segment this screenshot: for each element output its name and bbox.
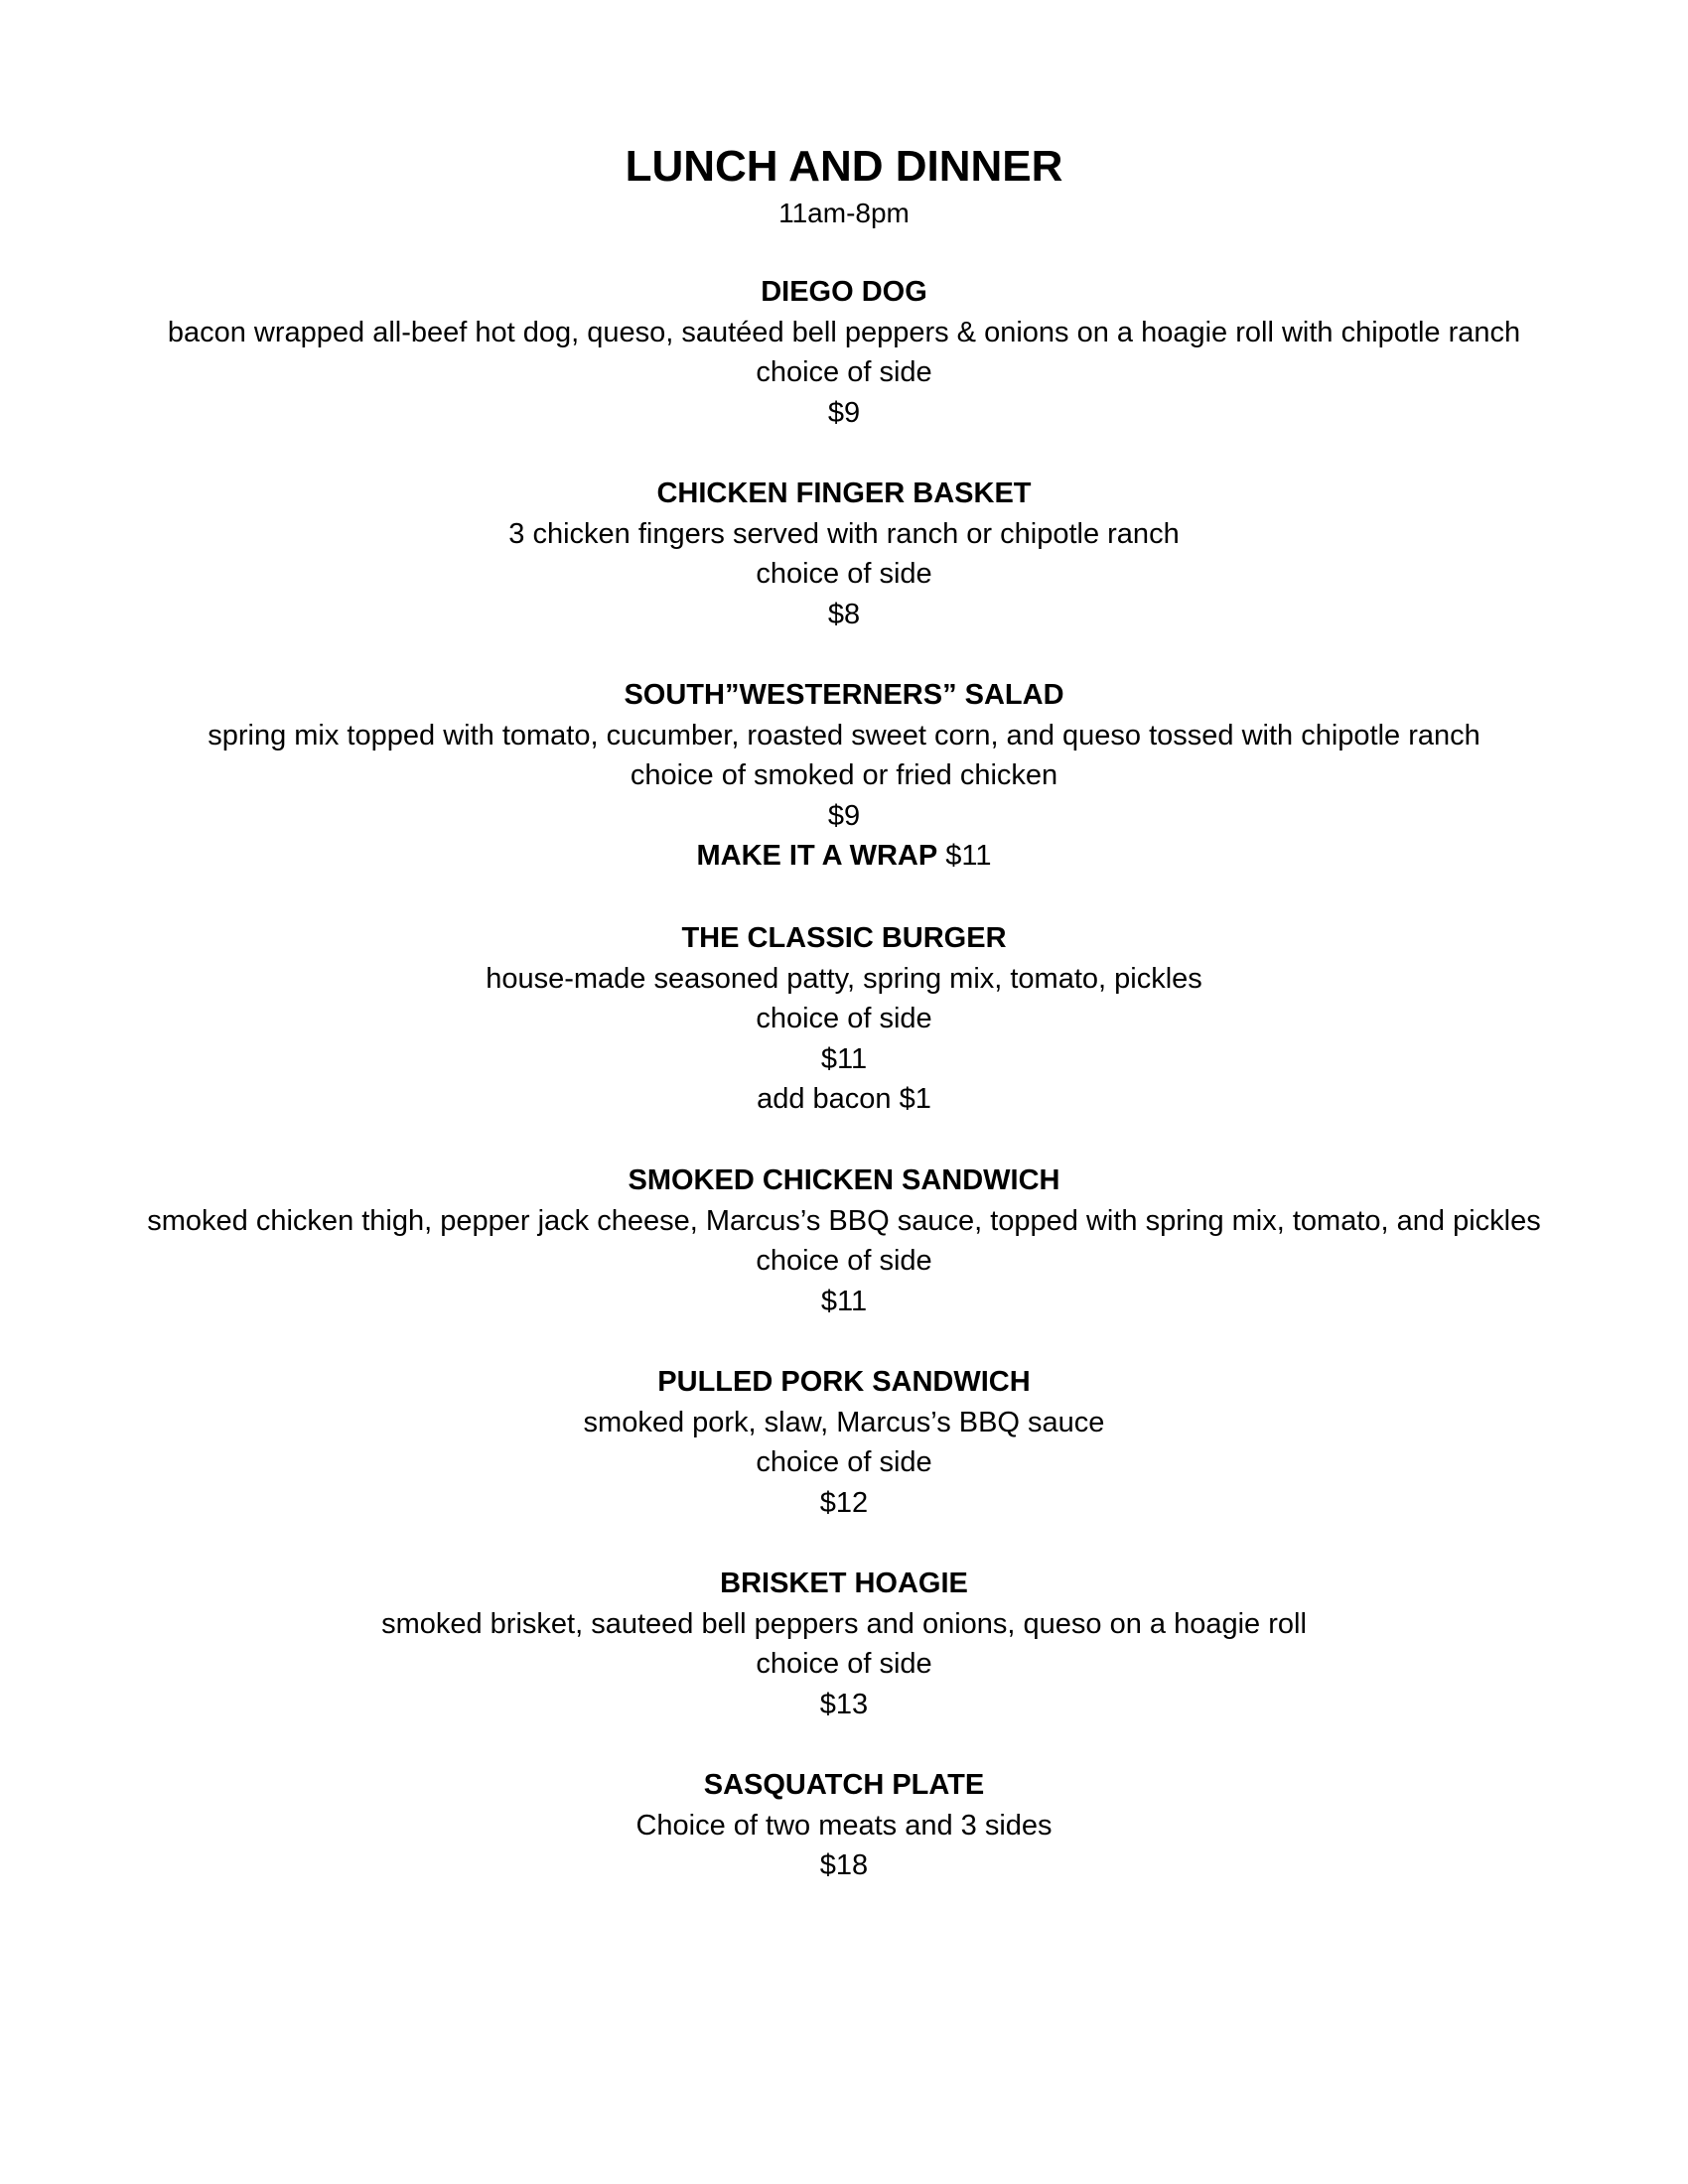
item-name: SASQUATCH PLATE xyxy=(703,1769,985,1801)
item-price: $13 xyxy=(819,1688,869,1720)
item-description: house-made seasoned patty, spring mix, tomato, pickles xyxy=(486,962,1202,995)
item-price: $18 xyxy=(819,1849,869,1881)
item-side: choice of side xyxy=(756,356,932,388)
item-side: choice of side xyxy=(756,1446,932,1478)
item-side: choice of smoked or fried chicken xyxy=(630,759,1058,791)
item-name: SOUTH”WESTERNERS” SALAD xyxy=(624,679,1064,711)
item-price: $9 xyxy=(827,799,861,832)
menu-item-pulled-pork-sandwich xyxy=(0,1362,1688,1523)
item-description: bacon wrapped all-beef hot dog, queso, sautéed bell peppers & onions on a hoagie roll with chipotle ranch xyxy=(167,316,1521,348)
item-description: Choice of two meats and 3 sides xyxy=(635,1809,1053,1842)
item-name: BRISKET HOAGIE xyxy=(720,1568,968,1599)
item-price: $11 xyxy=(820,1042,868,1075)
item-name: PULLED PORK SANDWICH xyxy=(657,1366,1031,1398)
item-name: SMOKED CHICKEN SANDWICH xyxy=(628,1164,1060,1196)
item-name: DIEGO DOG xyxy=(761,276,927,308)
item-upgrade xyxy=(0,836,1688,877)
item-name: CHICKEN FINGER BASKET xyxy=(656,478,1032,509)
item-addon: add bacon $1 xyxy=(757,1083,931,1115)
menu-item-chicken-finger-basket xyxy=(0,474,1688,634)
item-description: smoked brisket, sauteed bell peppers and onions, queso on a hoagie roll xyxy=(381,1607,1307,1640)
upgrade-label: MAKE IT A WRAP xyxy=(696,840,938,872)
item-side: choice of side xyxy=(756,558,932,590)
item-price: $11 xyxy=(820,1285,868,1317)
menu-item-southwesterners-salad xyxy=(0,675,1688,877)
upgrade-price: $11 xyxy=(945,840,992,872)
menu-item-classic-burger xyxy=(0,918,1688,1120)
menu-title: LUNCH AND DINNER xyxy=(625,142,1063,191)
item-price: $12 xyxy=(819,1486,869,1519)
item-description: 3 chicken fingers served with ranch or chipotle ranch xyxy=(508,517,1180,550)
item-side: choice of side xyxy=(756,1003,932,1034)
item-description: spring mix topped with tomato, cucumber, roasted sweet corn, and queso tossed with chipotle ranch xyxy=(208,719,1480,751)
item-description: smoked chicken thigh, pepper jack cheese, Marcus’s BBQ sauce, topped with spring mix, tomato, and pickles xyxy=(147,1204,1541,1237)
item-side: choice of side xyxy=(756,1245,932,1277)
item-side: choice of side xyxy=(756,1648,932,1680)
item-price: $8 xyxy=(827,598,861,630)
item-price: $9 xyxy=(827,396,861,429)
menu-hours: 11am-8pm xyxy=(778,198,910,228)
menu-item-brisket-hoagie xyxy=(0,1564,1688,1724)
item-name: THE CLASSIC BURGER xyxy=(681,922,1007,954)
menu-item-sasquatch-plate xyxy=(0,1765,1688,1886)
item-description: smoked pork, slaw, Marcus’s BBQ sauce xyxy=(583,1406,1105,1438)
menu-item-smoked-chicken-sandwich xyxy=(0,1160,1688,1321)
menu-item-diego-dog xyxy=(0,272,1688,433)
